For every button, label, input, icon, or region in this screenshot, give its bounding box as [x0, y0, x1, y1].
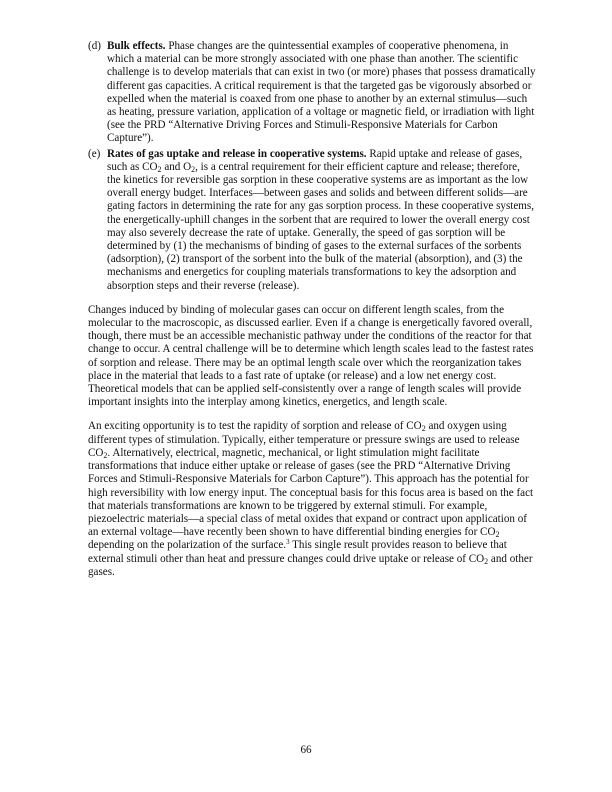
item-label: (d): [88, 40, 101, 52]
item-heading: Bulk effects.: [107, 40, 166, 52]
paragraph-length-scales: Changes induced by binding of molecular gases can occur on different length scales, from the molecular to the macroscopic, as discussed earlier. Even if a change is energetically favored overall, though, there must be an accessible mechanistic pathway under the conditions of the reactor for that change to occur. A central challenge will be to determine which length scales lead to the fastest rates of sorption and release. There may be an optimal length scale over which the reorganization takes place in the material that leads to a fast rate of uptake (or release) and a low net energy cost. Theoretical models that can be applied self-consistently over a range of length scales will provide important insights into the interplay among kinetics, energetics, and length scale.: [88, 303, 534, 409]
paragraph-stimulation: An exciting opportunity is to test the rapidity of sorption and release of $CO_2$ and oxygen using different types of stimulation. Typically, either temperature or pressure swings are used to release $CO_2$. Alternatively, electrical, magnetic, mechanical, or light stimulation might facilitate transformations that induce either uptake or release of gases (see the PRD “Alternative Driving Forces and Stimuli-Responsive Materials for Carbon Capture”). This approach has the potential for high reversibility with low energy input. The conceptual basis for this focus area is based on the fact that materials transformations are known to be triggered by external stimuli. For example, piezoelectric materials—a special class of metal oxides that expand or contract upon application of an external voltage—have recently been shown to have differential binding energies for $CO_2$ depending on the polarization of the surface.$^3$ This single result provides reason to believe that external stimuli other than heat and pressure changes could drive uptake or release of $CO_2$ and other gases.: [88, 420, 534, 578]
reference-marker: 3: [286, 538, 290, 547]
item-label: (e): [88, 147, 101, 160]
list-item-e: [88, 148, 536, 293]
list-item-d: [88, 40, 536, 146]
item-heading: Rates of gas uptake and release in cooperative systems.: [107, 147, 367, 160]
item-text: Phase changes are the quintessential examples of cooperative phenomena, in which a material can be more strongly associated with one phase than another. The scientific challenge is to develop materials that can exist in two (or more) phases that possess dramatically different gas capacities. A critical requirement is that the targeted gas be vigorously absorbed or expelled when the material is coaxed from one phase to another by an external stimulus—such as heating, pressure variation, application of a voltage or magnetic field, or irradiation with light (see the PRD “Alternative Driving Forces and Stimuli-Responsive Materials for Carbon Capture”).: [107, 40, 536, 145]
item-body: [107, 40, 536, 146]
document-body: [88, 40, 536, 579]
page-number: 66: [300, 744, 312, 756]
item-body: Rates of gas uptake and release in cooperative systems. Rapid uptake and release of gases, such as $CO_2$ and $O_2$, is a central requirement for their efficient capture and release; therefore, the kinetics for reversible gas sorption in these cooperative systems are as important as the low overall energy budget. Interfaces—between gases and solids and between different solids—are gating factors in determining the rate for any gas sorption process. In these cooperative systems, the energetically-uphill changes in the sorbent that are required to lower the overall energy cost may also severely decrease the rate of uptake. Generally, the speed of gas sorption will be determined by (1) the mechanisms of binding of gases to the external surfaces of the sorbents (adsorption), (2) transport of the sorbent into the bulk of the material (absorption), and (3) the mechanisms and energetics for coupling materials transformations to key the adsorption and absorption steps and their reverse (release).: [107, 147, 534, 292]
